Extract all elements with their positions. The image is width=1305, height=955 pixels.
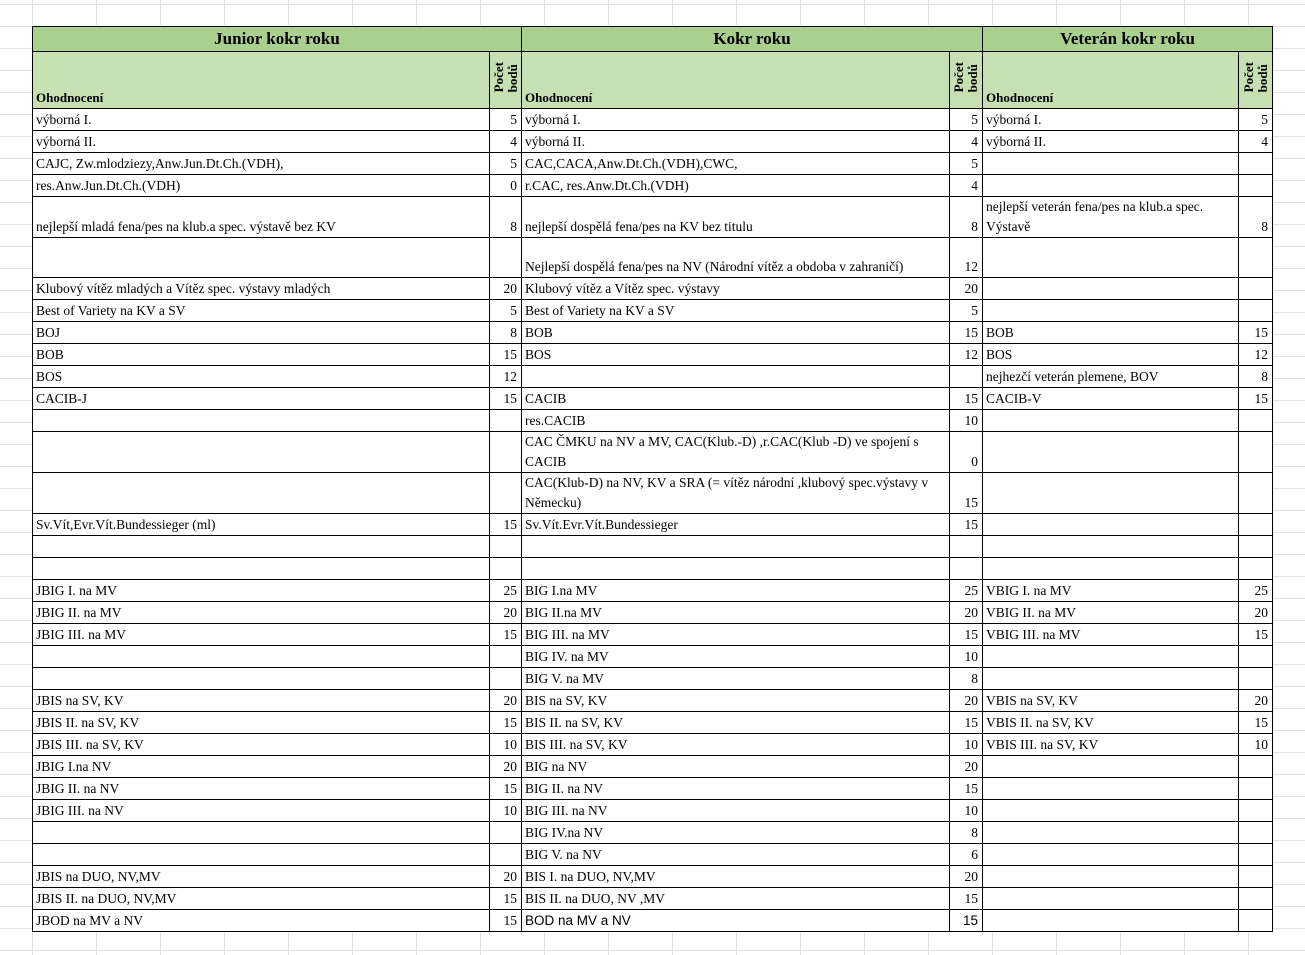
adult-evaluation-cell[interactable]: BIG III. na MV [522,624,950,646]
adult-points-cell[interactable]: 0 [950,432,983,473]
junior-points-cell[interactable] [490,410,522,432]
junior-evaluation-cell[interactable] [33,668,490,690]
veteran-points-cell[interactable] [1239,866,1273,888]
junior-points-cell[interactable]: 12 [490,366,522,388]
veteran-evaluation-cell[interactable]: výborná I. [983,109,1239,131]
junior-points-cell[interactable]: 8 [490,197,522,238]
adult-evaluation-cell[interactable]: BIS III. na SV, KV [522,734,950,756]
junior-points-cell[interactable] [490,432,522,473]
adult-evaluation-cell[interactable]: r.CAC, res.Anw.Dt.Ch.(VDH) [522,175,950,197]
table-row [33,109,1273,131]
table-row [33,624,1273,646]
junior-evaluation-cell[interactable]: JBIS II. na DUO, NV,MV [33,888,490,910]
veteran-evaluation-cell[interactable] [983,473,1239,514]
table-row [33,580,1273,602]
veteran-points-cell[interactable] [1239,432,1273,473]
veteran-points-cell[interactable]: 5 [1239,109,1273,131]
veteran-points-cell[interactable]: 10 [1239,734,1273,756]
adult-points-cell[interactable]: 6 [950,844,983,866]
junior-evaluation-cell[interactable]: Klubový vítěz mladých a Vítěz spec. výstavy mladých [33,278,490,300]
table-row [33,668,1273,690]
adult-evaluation-cell[interactable]: CAC ČMKU na NV a MV, CAC(Klub.-D) ,r.CAC(Klub -D) ve spojení s CACIB [522,432,950,473]
junior-evaluation-cell[interactable]: JBIG III. na MV [33,624,490,646]
table-row [33,432,1273,473]
veteran-points-cell[interactable] [1239,888,1273,910]
adult-points-cell[interactable]: 8 [950,668,983,690]
junior-evaluation-cell[interactable]: JBIS II. na SV, KV [33,712,490,734]
junior-points-cell[interactable]: 15 [490,514,522,536]
junior-evaluation-cell[interactable] [33,473,490,514]
table-row [33,690,1273,712]
veteran-evaluation-header[interactable]: Ohodnocení [983,52,1239,109]
adult-evaluation-cell[interactable]: CAC,CACA,Anw.Dt.Ch.(VDH),CWC, [522,153,950,175]
table-body [33,109,1273,932]
veteran-evaluation-cell[interactable]: VBIG I. na MV [983,580,1239,602]
junior-points-cell[interactable]: 25 [490,580,522,602]
adult-points-cell[interactable]: 15 [950,910,983,932]
junior-points-cell[interactable]: 10 [490,800,522,822]
veteran-evaluation-cell[interactable] [983,910,1239,932]
table-row [33,238,1273,278]
adult-evaluation-cell[interactable] [522,536,950,558]
adult-evaluation-cell[interactable] [522,366,950,388]
adult-evaluation-cell[interactable]: BIG I.na MV [522,580,950,602]
veteran-evaluation-cell[interactable] [983,153,1239,175]
junior-points-cell[interactable]: 15 [490,388,522,410]
table-row [33,910,1273,932]
veteran-evaluation-cell[interactable]: nejlepší veterán fena/pes na klub.a spec. Výstavě [983,197,1239,238]
veteran-evaluation-cell[interactable]: BOB [983,322,1239,344]
veteran-evaluation-cell[interactable] [983,514,1239,536]
veteran-points-cell[interactable] [1239,668,1273,690]
junior-evaluation-cell[interactable] [33,410,490,432]
junior-evaluation-cell[interactable]: JBIG III. na NV [33,800,490,822]
junior-evaluation-cell[interactable]: JBOD na MV a NV [33,910,490,932]
veteran-evaluation-cell[interactable] [983,844,1239,866]
table-row [33,756,1273,778]
points-header-text: Počet bodů [1240,61,1270,93]
adult-points-cell[interactable]: 20 [950,690,983,712]
junior-points-cell[interactable]: 15 [490,910,522,932]
veteran-group-header[interactable]: Veterán kokr roku [983,27,1273,52]
veteran-points-cell[interactable] [1239,910,1273,932]
junior-evaluation-cell[interactable]: BOJ [33,322,490,344]
junior-points-cell[interactable] [490,844,522,866]
junior-points-cell[interactable]: 20 [490,690,522,712]
veteran-points-cell[interactable]: 12 [1239,344,1273,366]
table-row [33,536,1273,558]
adult-points-cell[interactable]: 8 [950,197,983,238]
veteran-evaluation-cell[interactable] [983,558,1239,580]
table-row [33,602,1273,624]
junior-points-cell[interactable]: 5 [490,153,522,175]
adult-points-cell[interactable]: 10 [950,800,983,822]
adult-points-cell[interactable]: 10 [950,410,983,432]
veteran-points-cell[interactable] [1239,410,1273,432]
junior-evaluation-cell[interactable]: JBIG I. na MV [33,580,490,602]
adult-evaluation-cell[interactable]: BIS I. na DUO, NV,MV [522,866,950,888]
veteran-evaluation-cell[interactable] [983,278,1239,300]
adult-points-cell[interactable]: 12 [950,238,983,278]
table-row [33,300,1273,322]
junior-points-cell[interactable]: 10 [490,734,522,756]
adult-evaluation-cell[interactable]: Best of Variety na KV a SV [522,300,950,322]
column-header-row [33,52,1273,109]
adult-evaluation-cell[interactable] [522,558,950,580]
group-header-row [33,27,1273,52]
adult-points-cell[interactable]: 15 [950,514,983,536]
junior-points-cell[interactable]: 20 [490,602,522,624]
adult-points-cell[interactable]: 20 [950,602,983,624]
junior-evaluation-cell[interactable] [33,536,490,558]
junior-evaluation-cell[interactable]: JBIS na SV, KV [33,690,490,712]
veteran-evaluation-cell[interactable] [983,866,1239,888]
points-header-text: Počet bodů [951,61,981,93]
junior-points-cell[interactable] [490,536,522,558]
veteran-points-cell[interactable] [1239,558,1273,580]
adult-points-cell[interactable]: 15 [950,888,983,910]
adult-evaluation-cell[interactable]: BIG V. na NV [522,844,950,866]
veteran-points-cell[interactable] [1239,153,1273,175]
junior-points-cell[interactable]: 5 [490,109,522,131]
adult-points-cell[interactable]: 4 [950,131,983,153]
adult-points-cell[interactable]: 10 [950,734,983,756]
adult-points-cell[interactable]: 20 [950,756,983,778]
adult-points-cell[interactable]: 5 [950,153,983,175]
adult-evaluation-cell[interactable]: BIS II. na SV, KV [522,712,950,734]
veteran-points-cell[interactable] [1239,300,1273,322]
adult-points-cell[interactable]: 15 [950,388,983,410]
adult-evaluation-cell[interactable]: BIS na SV, KV [522,690,950,712]
veteran-points-cell[interactable]: 15 [1239,388,1273,410]
veteran-points-cell[interactable]: 20 [1239,602,1273,624]
junior-evaluation-cell[interactable]: res.Anw.Jun.Dt.Ch.(VDH) [33,175,490,197]
veteran-points-cell[interactable] [1239,800,1273,822]
adult-evaluation-cell[interactable]: BIG IV.na NV [522,822,950,844]
junior-evaluation-cell[interactable]: Sv.Vít,Evr.Vít.Bundessieger (ml) [33,514,490,536]
table-row [33,366,1273,388]
junior-points-cell[interactable]: 15 [490,344,522,366]
junior-points-cell[interactable] [490,238,522,278]
adult-points-cell[interactable]: 12 [950,344,983,366]
adult-points-cell[interactable] [950,536,983,558]
table-row [33,778,1273,800]
veteran-points-cell[interactable] [1239,514,1273,536]
adult-evaluation-cell[interactable]: Nejlepší dospělá fena/pes na NV (Národní vítěz a obdoba v zahraničí) [522,238,950,278]
junior-points-cell[interactable] [490,473,522,514]
junior-points-cell[interactable]: 15 [490,624,522,646]
veteran-evaluation-cell[interactable]: VBIG II. na MV [983,602,1239,624]
junior-evaluation-cell[interactable] [33,646,490,668]
table-row [33,712,1273,734]
junior-evaluation-cell[interactable]: JBIG II. na MV [33,602,490,624]
veteran-points-header[interactable] [1239,52,1273,109]
junior-points-cell[interactable]: 15 [490,888,522,910]
table-row [33,822,1273,844]
veteran-evaluation-cell[interactable] [983,432,1239,473]
veteran-evaluation-cell[interactable] [983,888,1239,910]
veteran-points-cell[interactable]: 8 [1239,366,1273,388]
junior-evaluation-cell[interactable]: Best of Variety na KV a SV [33,300,490,322]
adult-points-cell[interactable]: 20 [950,278,983,300]
veteran-evaluation-cell[interactable]: VBIS III. na SV, KV [983,734,1239,756]
junior-evaluation-cell[interactable]: JBIG I.na NV [33,756,490,778]
table-row [33,278,1273,300]
adult-evaluation-cell[interactable]: BIG na NV [522,756,950,778]
veteran-evaluation-cell[interactable] [983,668,1239,690]
junior-evaluation-cell[interactable]: výborná II. [33,131,490,153]
veteran-points-cell[interactable]: 15 [1239,712,1273,734]
junior-evaluation-cell[interactable] [33,844,490,866]
points-header-text: Počet bodů [490,61,520,93]
veteran-points-cell[interactable] [1239,278,1273,300]
points-table [32,26,1273,932]
adult-points-cell[interactable]: 4 [950,175,983,197]
veteran-evaluation-cell[interactable]: VBIG III. na MV [983,624,1239,646]
veteran-evaluation-cell[interactable] [983,778,1239,800]
adult-points-cell[interactable]: 5 [950,109,983,131]
veteran-evaluation-cell[interactable]: nejhezčí veterán plemene, BOV [983,366,1239,388]
veteran-evaluation-cell[interactable] [983,536,1239,558]
veteran-evaluation-cell[interactable] [983,175,1239,197]
veteran-points-cell[interactable] [1239,778,1273,800]
adult-evaluation-cell[interactable]: BIG IV. na MV [522,646,950,668]
adult-evaluation-cell[interactable]: res.CACIB [522,410,950,432]
junior-points-cell[interactable]: 0 [490,175,522,197]
table-row [33,888,1273,910]
adult-evaluation-cell[interactable]: BOS [522,344,950,366]
junior-evaluation-cell[interactable]: BOB [33,344,490,366]
veteran-points-cell[interactable]: 20 [1239,690,1273,712]
junior-points-header[interactable] [490,52,522,109]
table-row [33,866,1273,888]
adult-evaluation-cell[interactable]: BOB [522,322,950,344]
adult-evaluation-cell[interactable]: BIG II.na MV [522,602,950,624]
table-row [33,558,1273,580]
veteran-points-cell[interactable] [1239,822,1273,844]
adult-points-cell[interactable]: 8 [950,822,983,844]
adult-points-cell[interactable]: 15 [950,778,983,800]
table-row [33,410,1273,432]
adult-points-cell[interactable]: 20 [950,866,983,888]
veteran-evaluation-cell[interactable]: VBIS na SV, KV [983,690,1239,712]
veteran-evaluation-cell[interactable] [983,300,1239,322]
adult-evaluation-cell[interactable]: BIG III. na NV [522,800,950,822]
veteran-evaluation-cell[interactable] [983,800,1239,822]
table-row [33,473,1273,514]
veteran-points-cell[interactable] [1239,844,1273,866]
veteran-points-cell[interactable] [1239,756,1273,778]
junior-points-cell[interactable]: 5 [490,300,522,322]
junior-evaluation-cell[interactable] [33,432,490,473]
junior-evaluation-cell[interactable]: JBIS III. na SV, KV [33,734,490,756]
table-row [33,131,1273,153]
adult-points-header[interactable] [950,52,983,109]
junior-points-cell[interactable] [490,668,522,690]
adult-points-cell[interactable] [950,366,983,388]
veteran-points-cell[interactable]: 25 [1239,580,1273,602]
adult-evaluation-cell[interactable]: CACIB [522,388,950,410]
table-row [33,646,1273,668]
junior-points-cell[interactable]: 4 [490,131,522,153]
junior-evaluation-cell[interactable]: výborná I. [33,109,490,131]
adult-evaluation-cell[interactable]: BIG V. na MV [522,668,950,690]
junior-points-cell[interactable]: 15 [490,778,522,800]
adult-evaluation-cell[interactable]: nejlepší dospělá fena/pes na KV bez titulu [522,197,950,238]
table-row [33,344,1273,366]
veteran-evaluation-cell[interactable]: VBIS II. na SV, KV [983,712,1239,734]
junior-points-cell[interactable]: 8 [490,322,522,344]
veteran-evaluation-cell[interactable]: CACIB-V [983,388,1239,410]
veteran-evaluation-cell[interactable] [983,238,1239,278]
adult-points-cell[interactable]: 15 [950,712,983,734]
veteran-points-cell[interactable]: 8 [1239,197,1273,238]
veteran-points-cell[interactable]: 4 [1239,131,1273,153]
adult-evaluation-cell[interactable]: BIS II. na DUO, NV ,MV [522,888,950,910]
junior-group-header[interactable]: Junior kokr roku [33,27,522,52]
junior-evaluation-header[interactable]: Ohodnocení [33,52,490,109]
veteran-evaluation-cell[interactable] [983,646,1239,668]
adult-evaluation-cell[interactable]: BOD na MV a NV [522,910,950,932]
table-row [33,197,1273,238]
veteran-evaluation-cell[interactable] [983,410,1239,432]
adult-points-cell[interactable]: 5 [950,300,983,322]
junior-evaluation-cell[interactable]: JBIS na DUO, NV,MV [33,866,490,888]
junior-evaluation-cell[interactable]: CACIB-J [33,388,490,410]
adult-group-header[interactable]: Kokr roku [522,27,983,52]
junior-points-cell[interactable]: 20 [490,756,522,778]
adult-evaluation-cell[interactable]: výborná II. [522,131,950,153]
adult-evaluation-cell[interactable]: BIG II. na NV [522,778,950,800]
veteran-evaluation-cell[interactable] [983,822,1239,844]
junior-evaluation-cell[interactable]: CAJC, Zw.mlodziezy,Anw.Jun.Dt.Ch.(VDH), [33,153,490,175]
veteran-points-cell[interactable]: 15 [1239,322,1273,344]
adult-evaluation-cell[interactable]: CAC(Klub-D) na NV, KV a SRA (= vítěz národní ,klubový spec.výstavy v Německu) [522,473,950,514]
table-row [33,844,1273,866]
junior-evaluation-cell[interactable]: JBIG II. na NV [33,778,490,800]
adult-points-cell[interactable] [950,558,983,580]
junior-evaluation-cell[interactable] [33,238,490,278]
adult-points-cell[interactable]: 15 [950,473,983,514]
junior-evaluation-cell[interactable]: nejlepší mladá fena/pes na klub.a spec. výstavě bez KV [33,197,490,238]
table-row [33,734,1273,756]
table-row [33,388,1273,410]
veteran-evaluation-cell[interactable]: výborná II. [983,131,1239,153]
adult-evaluation-cell[interactable]: Sv.Vít.Evr.Vít.Bundessieger [522,514,950,536]
junior-points-cell[interactable] [490,646,522,668]
table-row [33,800,1273,822]
junior-points-cell[interactable]: 20 [490,866,522,888]
veteran-points-cell[interactable] [1239,646,1273,668]
junior-points-cell[interactable] [490,558,522,580]
junior-points-cell[interactable]: 20 [490,278,522,300]
junior-evaluation-cell[interactable]: BOS [33,366,490,388]
junior-points-cell[interactable]: 15 [490,712,522,734]
junior-evaluation-cell[interactable] [33,822,490,844]
adult-points-cell[interactable]: 25 [950,580,983,602]
veteran-points-cell[interactable] [1239,238,1273,278]
table-row [33,514,1273,536]
table-row [33,153,1273,175]
table-row [33,322,1273,344]
adult-points-cell[interactable]: 15 [950,624,983,646]
veteran-evaluation-cell[interactable] [983,756,1239,778]
junior-evaluation-cell[interactable] [33,558,490,580]
table-row [33,175,1273,197]
adult-evaluation-cell[interactable]: Klubový vítěz a Vítěz spec. výstavy [522,278,950,300]
veteran-points-cell[interactable] [1239,536,1273,558]
veteran-points-cell[interactable] [1239,473,1273,514]
veteran-points-cell[interactable]: 15 [1239,624,1273,646]
adult-evaluation-header[interactable]: Ohodnocení [522,52,950,109]
junior-points-cell[interactable] [490,822,522,844]
adult-points-cell[interactable]: 10 [950,646,983,668]
veteran-evaluation-cell[interactable]: BOS [983,344,1239,366]
veteran-points-cell[interactable] [1239,175,1273,197]
adult-points-cell[interactable]: 15 [950,322,983,344]
adult-evaluation-cell[interactable]: výborná I. [522,109,950,131]
